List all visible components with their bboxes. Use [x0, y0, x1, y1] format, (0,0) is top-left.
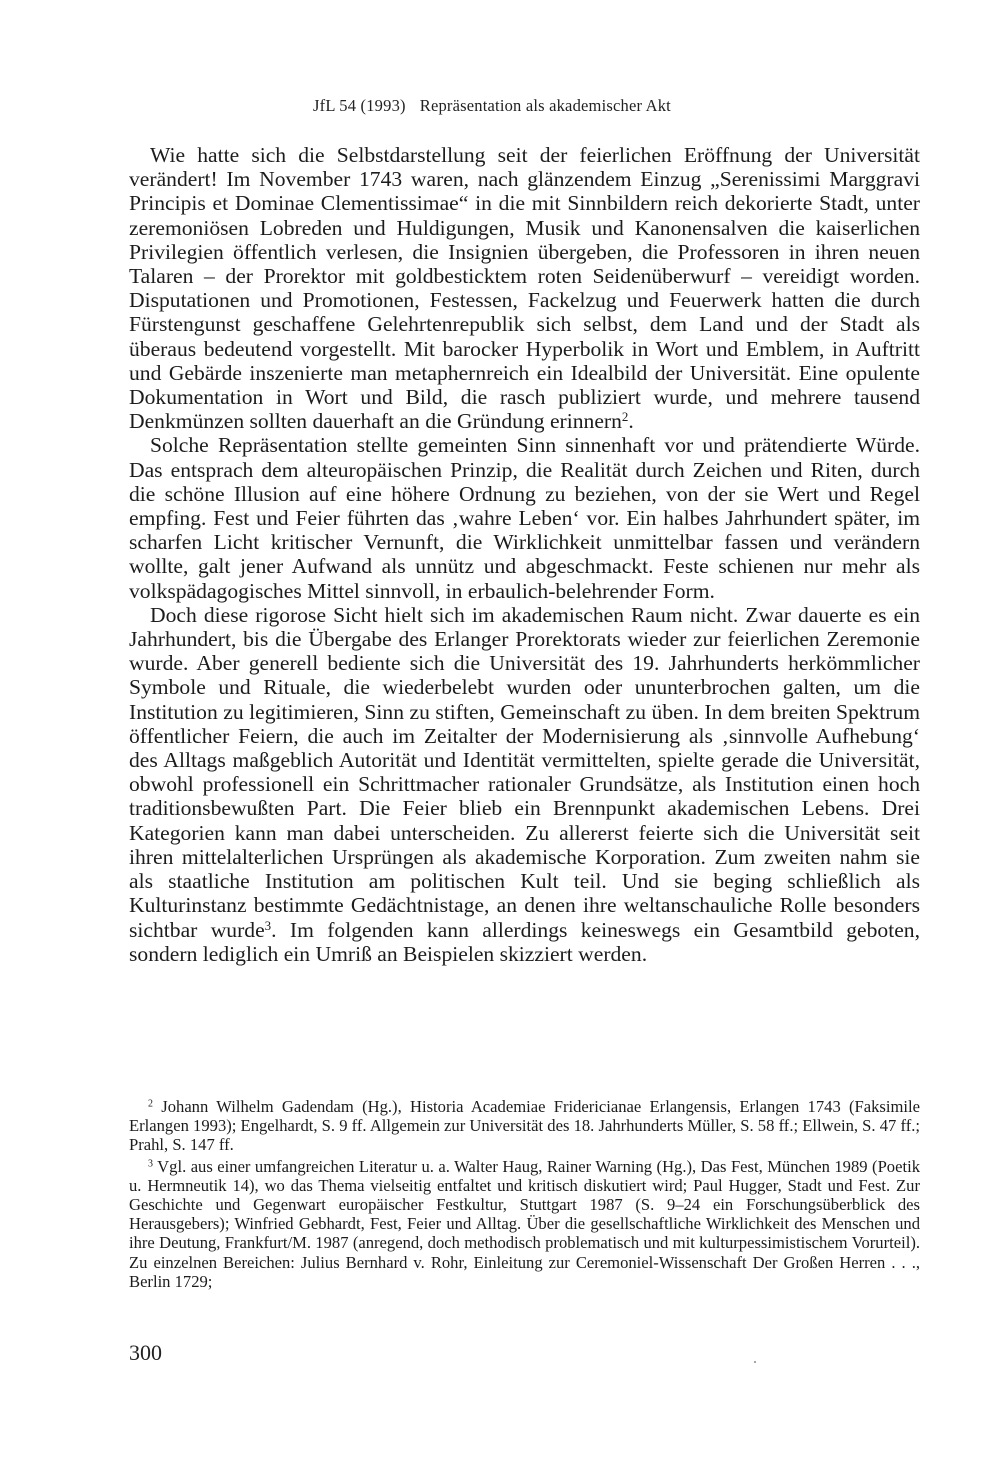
footnotes [129, 1097, 920, 1293]
paragraph-text: Wie hatte sich die Selbstdarstellung seit der feierlichen Eröffnung der Universität verändert! Im November 1743 waren, nach glänzendem Einzug „Serenissimi Marggravi Principis et Dominae Clementissimae“ in die mit Sinnbildern reich dekorierte Stadt, unter zeremoniösen Lobreden und Huldigungen, Musik und Kanonensalven die kaiserlichen Privilegien öffentlich verlesen, die Insignien übergeben, die Professoren in ihren neuen Talaren – der Prorektor mit goldbesticktem roten Seidenüberwurf – vereidigt worden. Disputationen und Promotionen, Festessen, Fackelzug und Feuerwerk hatten die durch Fürstengunst geschaffene Gelehrtenrepublik sich selbst, dem Land und der Stadt als überaus bedeutend vorgestellt. Mit barocker Hyperbolik in Wort und Emblem, in Auftritt und Gebärde inszenierte man metaphernreich ein Idealbild der Universität. Eine opulente Dokumentation in Wort und Bild, die rasch publiziert wurde, und mehrere tausend Denkmünzen sollten dauerhaft an die Gründung erinnern [129, 143, 920, 434]
paragraph-end: . [628, 409, 634, 434]
paragraph [129, 143, 920, 433]
footnote-marker: 3 [148, 1158, 153, 1170]
scan-speck [754, 1361, 756, 1363]
footnote [129, 1097, 920, 1155]
running-title: Repräsentation als akademischer Akt [419, 96, 671, 115]
footnote-text: Vgl. aus einer umfangreichen Literatur u. a. Walter Haug, Rainer Warning (Hg.), Das Fest, München 1989 (Poetik u. Hermneutik 14), wo das Thema vielseitig entfaltet und kritisch diskutiert wird; Paul Hugger, Stadt und Fest. Zur Geschichte und Gegenwart europäischer Festkultur, Stuttgart 1987 (S. 9–24 ein Forschungsüberblick des Herausgebers); Winfried Gebhardt, Fest, Feier und Alltag. Über die gesellschaftliche Wirklichkeit des Menschen und ihre Deutung, Frankfurt/M. 1987 (anregend, doch methodisch problematisch und mit kulturpessimistischem Vorurteil). Zu einzelnen Bereichen: Julius Bernhard v. Rohr, Einleitung zur Ceremoniel-Wissenschaft Der Großen Herren . . ., Berlin 1729; [129, 1156, 920, 1291]
paragraph [129, 603, 920, 966]
page-number: 300 [129, 1340, 162, 1365]
footnote-marker: 2 [148, 1098, 153, 1110]
paragraph-text: . Im folgenden kann allerdings keineswegs ein Gesamtbild geboten, sondern lediglich ein Umriß an Beispielen skizziert werden. [129, 917, 921, 966]
paragraph-text: Doch diese rigorose Sicht hielt sich im akademischen Raum nicht. Zwar dauerte es ein Jahrhundert, bis die Übergabe des Erlanger Prorektorats wieder zur feierlichen Zeremonie wurde. Aber generell bediente sich die Universität des 19. Jahrhunderts herkömmlicher Symbole und Rituale, die wiederbelebt wurden oder ununterbrochen galten, um die Institution zu legitimieren, Sinn zu stiften, Gemeinschaft zu üben. In dem breiten Spektrum öffentlicher Feiern, die auch im Zeitalter der Modernisierung als ‚sinnvolle Aufhebung‘ des Alltags maßgeblich Autorität und Identität vermittelten, spielte gerade die Universität, obwohl professionell ein Schrittmacher rationaler Grundsätze, als Institution einen hoch traditionsbewußten Part. Die Feier blieb ein Brennpunkt akademischen Lebens. Drei Kategorien kann man dabei unterscheiden. Zu allererst feierte sich die Universität seit ihren mittelalterlichen Ursprüngen als akademische Korporation. Zum zweiten nahm sie als staatliche Institution am politischen Kult teil. Und sie beging schließlich als Kulturinstanz bestimmte Gedächtnistage, an denen ihre weltanschauliche Rolle besonders sichtbar wurde [129, 602, 920, 942]
footnote-ref[interactable]: 2 [621, 409, 629, 425]
running-head [313, 96, 671, 116]
journal-citation: JfL 54 (1993) [313, 96, 406, 115]
paragraph [129, 433, 920, 602]
main-text [129, 143, 920, 966]
footnote-text: Johann Wilhelm Gadendam (Hg.), Historia Academiae Fridericianae Erlangensis, Erlangen 1743 (Faksimile Erlangen 1993); Engelhardt, S. 9 ff. Allgemein zur Universität des 18. Jahrhunderts Müller, S. 58 ff.; Ellwein, S. 47 ff.; Prahl, S. 147 ff. [129, 1097, 920, 1155]
paragraph-text: Solche Repräsentation stellte gemeinten Sinn sinnenhaft vor und prätendierte Würde. Das entsprach dem alteuropäischen Prinzip, die Realität durch Zeichen und Riten, durch die schöne Illusion auf eine höhere Ordnung zu beziehen, von der sie Wert und Regel empfing. Fest und Feier führten das ‚wahre Leben‘ vor. Ein halbes Jahrhundert später, im scharfen Licht kritischer Vernunft, die Wirklichkeit unmittelbar fassen und verändern wollte, galt jener Aufwand als unnütz und abgeschmackt. Feste schienen nur mehr als volkspädagogisches Mittel sinnvoll, in erbaulich-belehrender Form. [129, 433, 920, 603]
footnote [129, 1157, 920, 1291]
footnote-ref[interactable]: 3 [264, 917, 272, 933]
